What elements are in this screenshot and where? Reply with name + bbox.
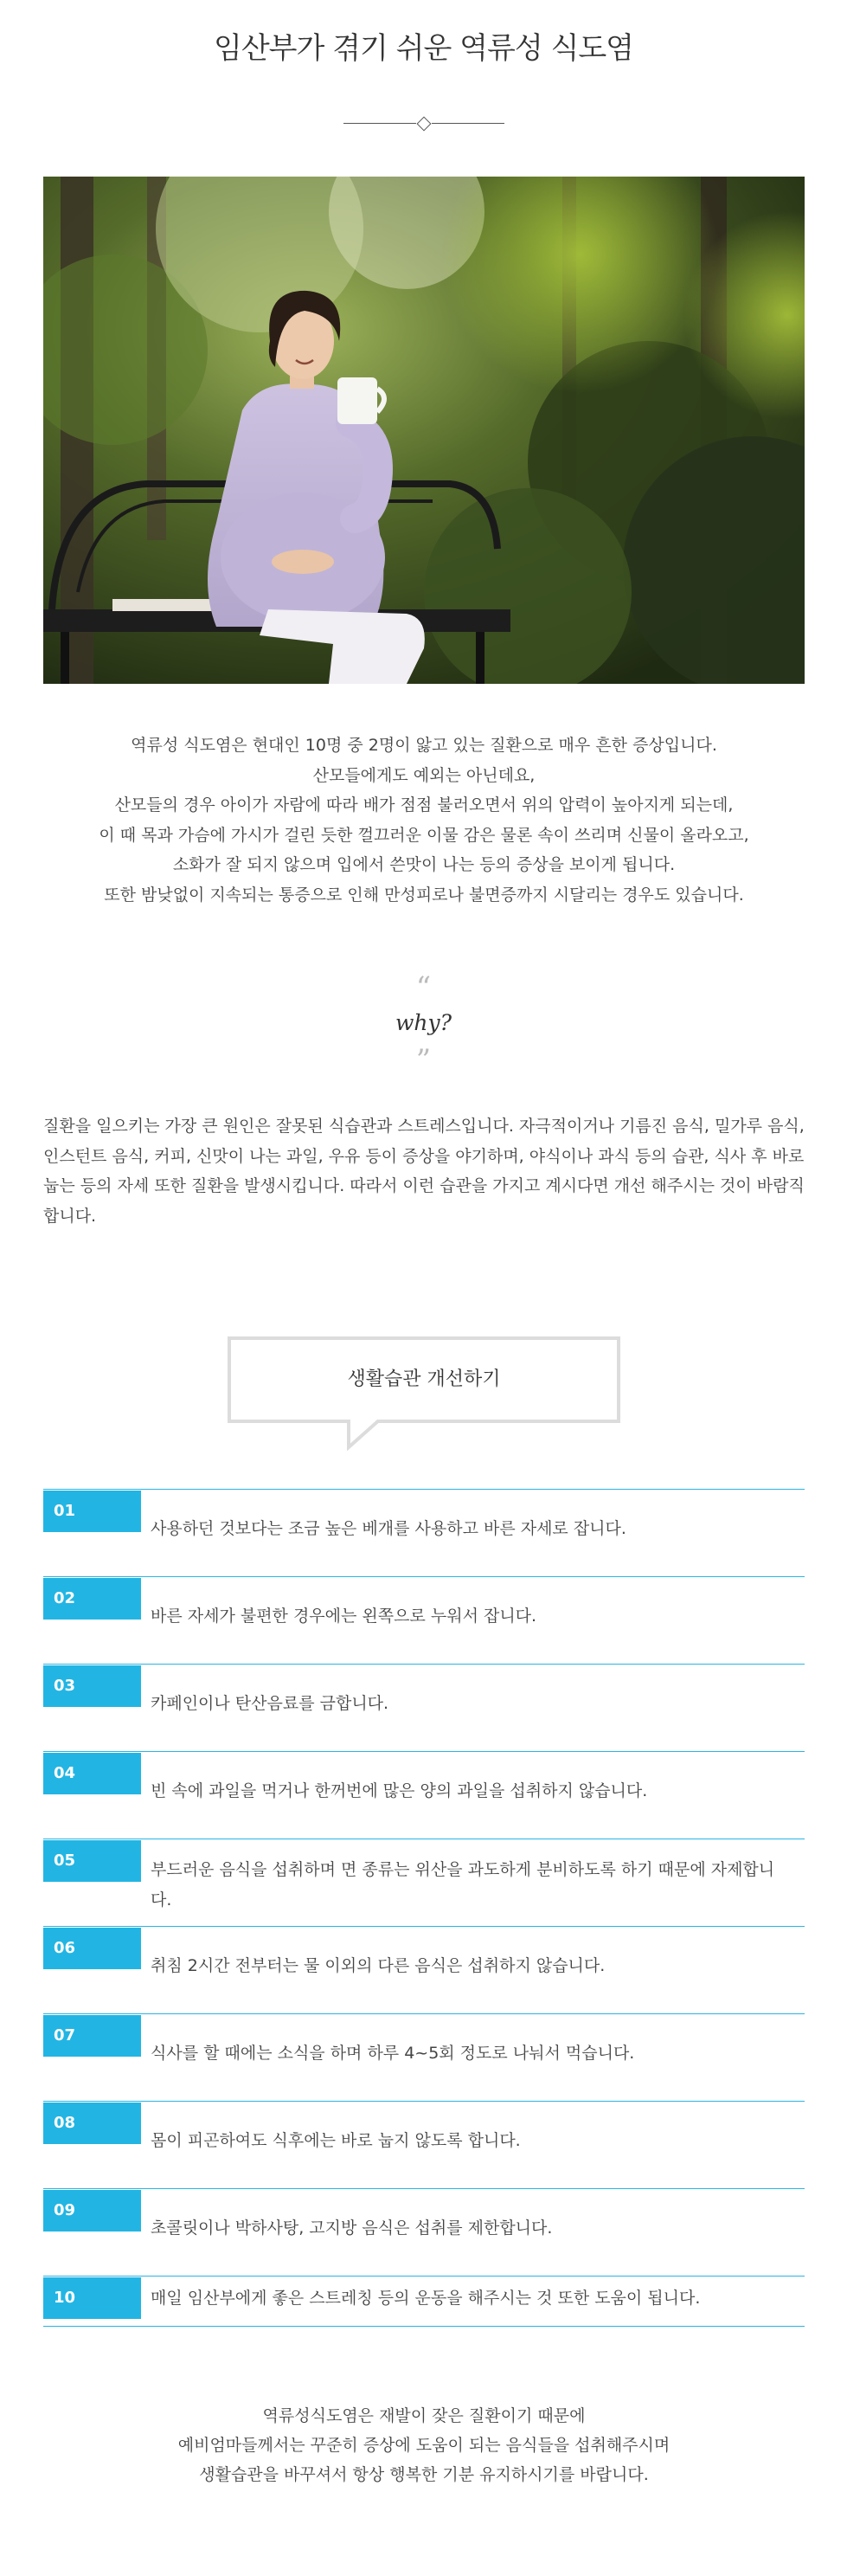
close-quote-icon: ”	[415, 1043, 432, 1078]
tip-number: 01	[43, 1491, 141, 1532]
why-heading: why?	[395, 1010, 452, 1035]
cause-paragraph: 질환을 일으키는 가장 큰 원인은 잘못된 식습관과 스트레스입니다. 자극적이거나 기름진 음식, 밀가루 음식, 인스턴트 음식, 커피, 신맛이 나는 과일, 우유 등이 증상을 야기하며, 야식이나 과식 등의 습관, 식사 후 바로 눕는 등의 자세 또한 질환을 발생시킵니다. 따라서 이런 습관을 가지고 계시다면 개선 해주시는 것이 바람직합니다.	[43, 1117, 805, 1226]
open-quote-icon: “	[415, 970, 432, 1005]
why-block	[0, 970, 847, 1078]
tip-number: 03	[43, 1665, 141, 1707]
tip-text: 매일 임산부에게 좋은 스트레칭 등의 운동을 해주시는 것 또한 도움이 됩니다.	[151, 2289, 701, 2308]
tip-item	[43, 2013, 805, 2101]
diamond-icon	[417, 117, 432, 132]
intro-line: 역류성 식도염은 현대인 10명 중 2명이 앓고 있는 질환으로 매우 흔한 증상입니다.	[131, 736, 717, 755]
tip-item	[43, 1576, 805, 1664]
outro-line: 예비엄마들께서는 꾸준히 증상에 도움이 되는 음식들을 섭취해주시며	[177, 2436, 671, 2455]
title-divider	[343, 118, 504, 130]
tip-number: 04	[43, 1753, 141, 1794]
intro-line: 이 때 목과 가슴에 가시가 걸린 듯한 껄끄러운 이물 감은 물론 속이 쓰리며 신물이 올라오고,	[99, 825, 749, 845]
tip-number: 10	[43, 2277, 141, 2319]
intro-line: 또한 밤낮없이 지속되는 통증으로 인해 만성피로나 불면증까지 시달리는 경우도 있습니다.	[104, 885, 744, 905]
tip-number: 05	[43, 1840, 141, 1882]
divider-line-left	[343, 123, 416, 124]
outro-line: 생활습관을 바꾸셔서 항상 행복한 기분 유지하시기를 바랍니다.	[199, 2465, 649, 2484]
hero-photo	[43, 177, 805, 684]
tip-text: 식사를 할 때에는 소식을 하며 하루 4~5회 정도로 나눠서 먹습니다.	[151, 2044, 635, 2063]
tip-number: 07	[43, 2015, 141, 2057]
tip-text: 사용하던 것보다는 조금 높은 베개를 사용하고 바른 자세로 잡니다.	[151, 1519, 626, 1538]
intro-line: 산모들의 경우 아이가 자람에 따라 배가 점점 불러오면서 위의 압력이 높아지게 되는데,	[114, 795, 734, 815]
tip-item	[43, 1664, 805, 1751]
speech-bubble-tail-icon	[347, 1420, 382, 1451]
tip-number: 08	[43, 2103, 141, 2144]
tip-item	[43, 1839, 805, 1926]
outro-line: 역류성식도염은 재발이 잦은 질환이기 때문에	[262, 2406, 586, 2425]
tip-text: 몸이 피곤하여도 식후에는 바로 눕지 않도록 합니다.	[151, 2131, 521, 2150]
tips-bottom-rule	[43, 2326, 805, 2327]
intro-line: 산모들에게도 예외는 아닌데요,	[312, 765, 536, 785]
tip-item	[43, 2188, 805, 2276]
tip-text: 바른 자세가 불편한 경우에는 왼쪽으로 누워서 잡니다.	[151, 1607, 537, 1626]
habits-heading-box	[228, 1336, 620, 1423]
outro-paragraph	[43, 2401, 805, 2489]
tip-number: 02	[43, 1578, 141, 1620]
tip-item	[43, 1489, 805, 1576]
habits-heading: 생활습관 개선하기	[347, 1368, 501, 1390]
intro-paragraph	[43, 731, 805, 910]
tip-number: 06	[43, 1928, 141, 1969]
tip-item	[43, 2276, 805, 2327]
tip-text: 취침 2시간 전부터는 물 이외의 다른 음식은 섭취하지 않습니다.	[151, 1956, 606, 1975]
tip-text: 부드러운 음식을 섭취하며 면 종류는 위산을 과도하게 분비하도록 하기 때문에 자제합니다.	[151, 1860, 775, 1909]
tip-text: 초콜릿이나 박하사탕, 고지방 음식은 섭취를 제한합니다.	[151, 2219, 553, 2238]
tip-text: 빈 속에 과일을 먹거나 한꺼번에 많은 양의 과일을 섭취하지 않습니다.	[151, 1781, 648, 1800]
tip-item	[43, 2101, 805, 2188]
tip-text: 카페인이나 탄산음료를 금합니다.	[151, 1694, 389, 1713]
divider-line-right	[432, 123, 504, 124]
tip-item	[43, 1751, 805, 1839]
tip-item	[43, 1926, 805, 2013]
tip-number: 09	[43, 2190, 141, 2231]
intro-line: 소화가 잘 되지 않으며 입에서 쓴맛이 나는 등의 증상을 보이게 됩니다.	[172, 855, 676, 874]
page-title: 임산부가 겪기 쉬운 역류성 식도염	[213, 31, 634, 66]
pregnant-woman-illustration	[43, 177, 805, 684]
